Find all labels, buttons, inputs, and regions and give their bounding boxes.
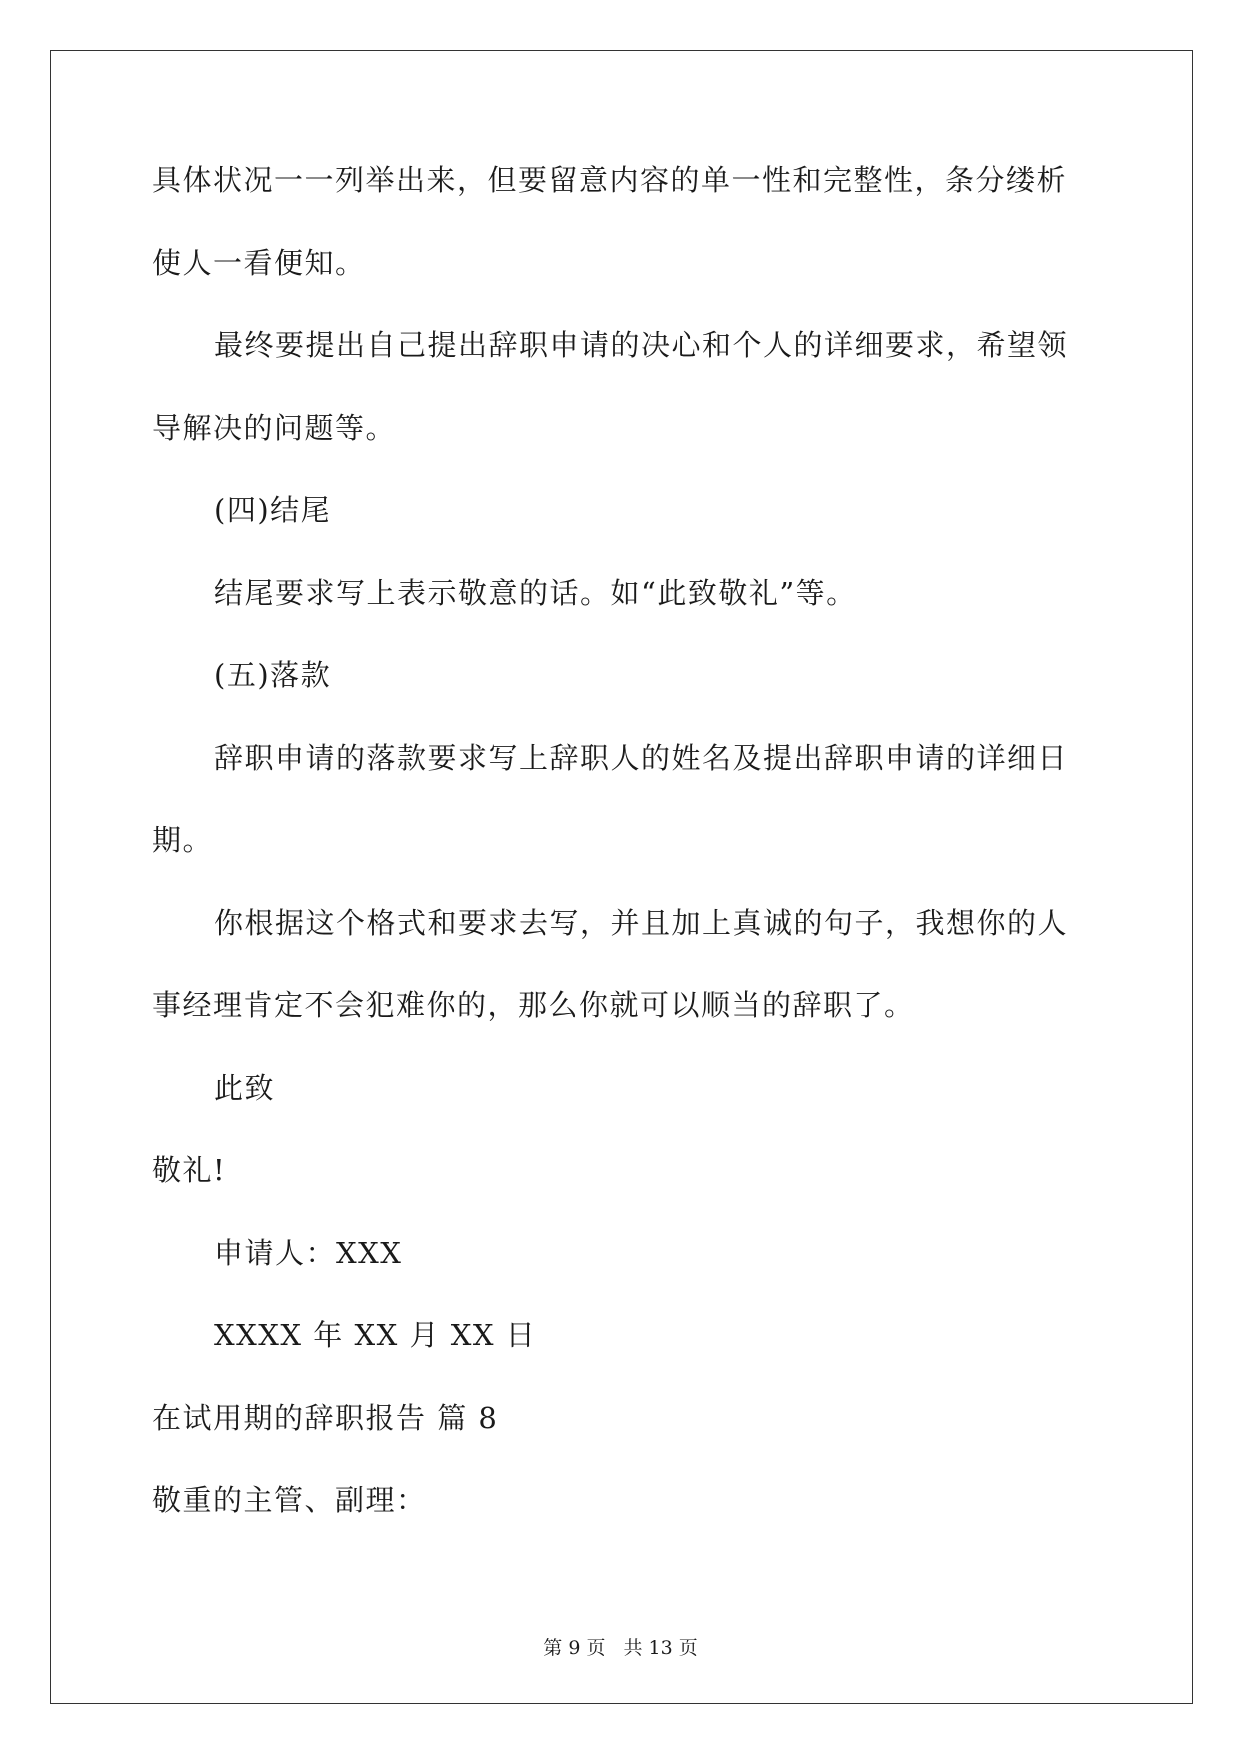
article-title: 在试用期的辞职报告 篇 8	[152, 1401, 499, 1435]
signature-line: 申请人：XXX	[214, 1236, 403, 1270]
page-border	[50, 50, 1193, 1704]
paragraph-line: 导解决的问题等。	[152, 411, 397, 445]
greeting-line: 敬重的主管、副理：	[152, 1483, 427, 1517]
closing-line: 此致	[214, 1071, 276, 1105]
paragraph-line: 具体状况一一列举出来，但要留意内容的单一性和完整性，条分缕析	[152, 163, 1068, 197]
total-pages: 共 13 页	[623, 1637, 698, 1659]
paragraph-line: 结尾要求写上表示敬意的话。如“此致敬礼”等。	[214, 576, 857, 610]
section-heading: (五)落款	[214, 658, 332, 692]
paragraph-line: 事经理肯定不会犯难你的，那么你就可以顺当的辞职了。	[152, 988, 915, 1022]
section-heading: (四)结尾	[214, 493, 332, 527]
date-line: XXXX 年 XX 月 XX 日	[214, 1318, 537, 1352]
closing-salutation: 敬礼!	[152, 1153, 227, 1187]
paragraph-line: 使人一看便知。	[152, 246, 366, 280]
paragraph-line: 期。	[152, 823, 214, 857]
page-number: 第 9 页	[543, 1637, 606, 1659]
paragraph-line: 辞职申请的落款要求写上辞职人的姓名及提出辞职申请的详细日	[214, 741, 1069, 775]
paragraph-line: 你根据这个格式和要求去写，并且加上真诚的句子，我想你的人	[214, 906, 1069, 940]
paragraph-line: 最终要提出自己提出辞职申请的决心和个人的详细要求，希望领	[214, 328, 1069, 362]
page-footer	[0, 1636, 1241, 1660]
